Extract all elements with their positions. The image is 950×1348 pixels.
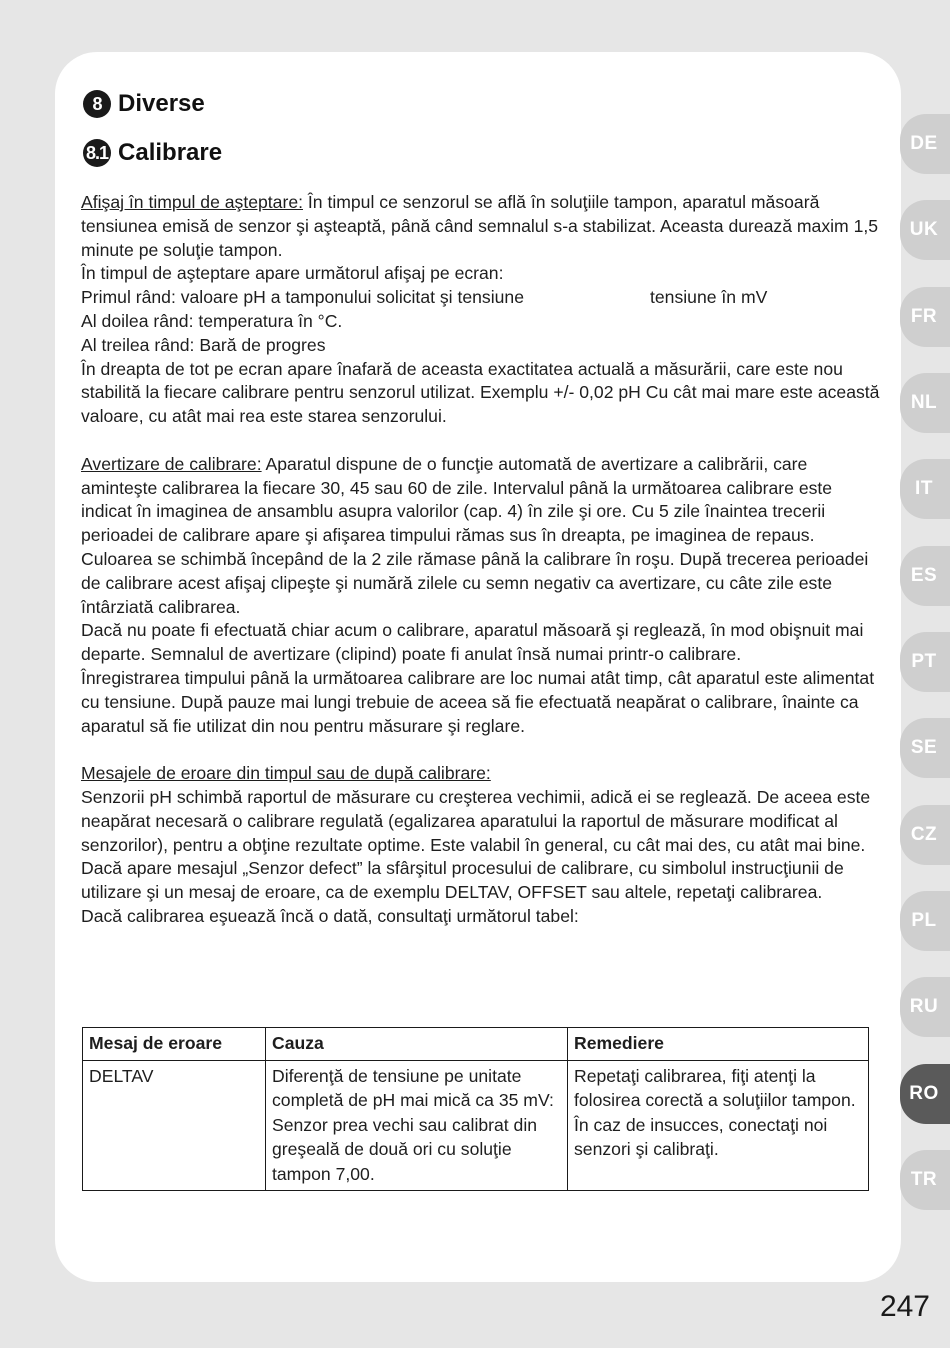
paragraph-calibration-warning: Avertizare de calibrare: Aparatul dispune de o funcţie automată de avertizare a calibrării, care aminteşte calibrarea la fiecare 30, 45 sau 60 de zile. Intervalul până la următoarea calibrare este indicat în imaginea de ansamblu asupra valorilor (cap. 4) în zile şi ore. Cu 5 zile înaintea trecerii perioadei de calibrare apare şi afişarea timpului rămas sus în dreapta, pe imaginea de repaus. Culoarea se schimbă începând de la 2 zile rămase până la calibrare în roşu. După trecerea perioadei de calibrare acest afişaj clipeşte şi numără zilele cu semn negativ ca avertizare, cu câte zile este întârziată calibrarea.	[81, 453, 869, 617]
tab-ro[interactable]: RO	[900, 1064, 950, 1124]
tab-nl[interactable]: NL	[900, 373, 950, 433]
tab-es[interactable]: ES	[900, 546, 950, 606]
column-header: Cauza	[266, 1028, 568, 1061]
table-cell: Diferenţă de tensiune pe unitate completă de pH mai mică ca 35 mV: Senzor prea vechi sau calibrat din greşeală de două ori cu soluţie tampon 7,00.	[266, 1060, 568, 1191]
text-paragraph: Dacă apare mesajul „Senzor defect” la sfârşitul procesului de calibrare, cu simbolul instrucţiunii de utilizare şi un mesaj de eroare, ca de exemplu DELTAV, OFFSET sau altele, repetaţi calibrarea.	[81, 858, 844, 903]
text-line: În timpul de aşteptare apare următorul afişaj pe ecran:	[81, 263, 504, 284]
text-paragraph: Înregistrarea timpului până la următoarea calibrare are loc numai atât timp, cât aparatul este alimentat cu tensiune. După pauze mai lungi trebuie de aceea să fie efectuată neapărat o calibrare, înainte ca aparatul să fie utilizat din nou pentru măsurare şi reglare.	[81, 667, 875, 736]
section-heading	[83, 90, 205, 118]
subsection-title: Calibrare	[118, 139, 223, 166]
tab-cz[interactable]: CZ	[900, 805, 950, 865]
tab-pl[interactable]: PL	[900, 891, 950, 951]
tab-tr[interactable]: TR	[900, 1150, 950, 1210]
paragraph-heading: Afişaj în timpul de aşteptare:	[81, 192, 303, 212]
language-tabs	[900, 0, 950, 1348]
body-text	[81, 191, 881, 929]
section-number-badge: 8	[83, 90, 111, 118]
text-line: Al doilea rând: temperatura în °C.	[81, 310, 343, 331]
error-table	[82, 1027, 869, 1191]
table-cell: DELTAV	[83, 1060, 266, 1191]
tab-ru[interactable]: RU	[900, 977, 950, 1037]
text-paragraph: Dacă nu poate fi efectuată chiar acum o calibrare, aparatul măsoară şi reglează, în mod obişnuit mai departe. Semnalul de avertizare (clipind) poate fi anulat însă numai printr-o calibrare.	[81, 620, 864, 665]
table-cell: Repetaţi calibrarea, fiţi atenţi la folosirea corectă a soluţiilor tampon. În caz de insucces, conectaţi noi senzori şi calibraţi.	[568, 1060, 869, 1191]
table-header-row	[83, 1028, 869, 1061]
text-paragraph: Senzorii pH schimbă raportul de măsurare cu creşterea vechimii, adică ei se reglează. De aceea este neapărat necesară o calibrare regulată (egalizarea aparatului la raportul de măsurare modificat al senzorilor), pentru a obţine rezultate optime. Este valabil în general, cu cât mai des, cu atât mai bine.	[81, 786, 871, 855]
paragraph-waiting-display: Afişaj în timpul de aşteptare: În timpul ce senzorul se află în soluţiile tampon, aparatul măsoară tensiunea emisă de senzor şi aşteaptă, până când semnalul s-a stabilizat. Aceasta durează maxim 1,5 minute pe soluţie tampon.	[81, 192, 879, 260]
text-paragraph: În dreapta de tot pe ecran apare înafară de aceasta exactitatea actuală a măsurării, care este nou stabilită la fiecare calibrare pentru senzorul utilizat. Exemplu +/- 0,02 pH Cu cât mai mare este această valoare, cu atât mai rea este starea senzorului.	[81, 358, 880, 427]
table-row	[83, 1060, 869, 1191]
text-line: Al treilea rând: Bară de progres	[81, 334, 326, 355]
section-title: Diverse	[118, 90, 205, 117]
column-header: Remediere	[568, 1028, 869, 1061]
tab-de[interactable]: DE	[900, 114, 950, 174]
tab-it[interactable]: IT	[900, 459, 950, 519]
subsection-number-badge: 8.1	[83, 139, 111, 167]
paragraph-heading: Mesajele de eroare din timpul sau de după calibrare:	[81, 763, 491, 784]
tab-fr[interactable]: FR	[900, 287, 950, 347]
text-line: Primul rând: valoare pH a tamponului solicitat şi tensiune tensiune în mV	[81, 287, 768, 308]
tab-uk[interactable]: UK	[900, 200, 950, 260]
tab-pt[interactable]: PT	[900, 632, 950, 692]
page-number: 247	[879, 1290, 930, 1323]
tab-se[interactable]: SE	[900, 718, 950, 778]
text-line: Dacă calibrarea eşuează încă o dată, consultaţi următorul tabel:	[81, 905, 579, 926]
column-header: Mesaj de eroare	[83, 1028, 266, 1061]
paragraph-heading: Avertizare de calibrare:	[81, 453, 262, 474]
subsection-heading	[83, 139, 222, 167]
